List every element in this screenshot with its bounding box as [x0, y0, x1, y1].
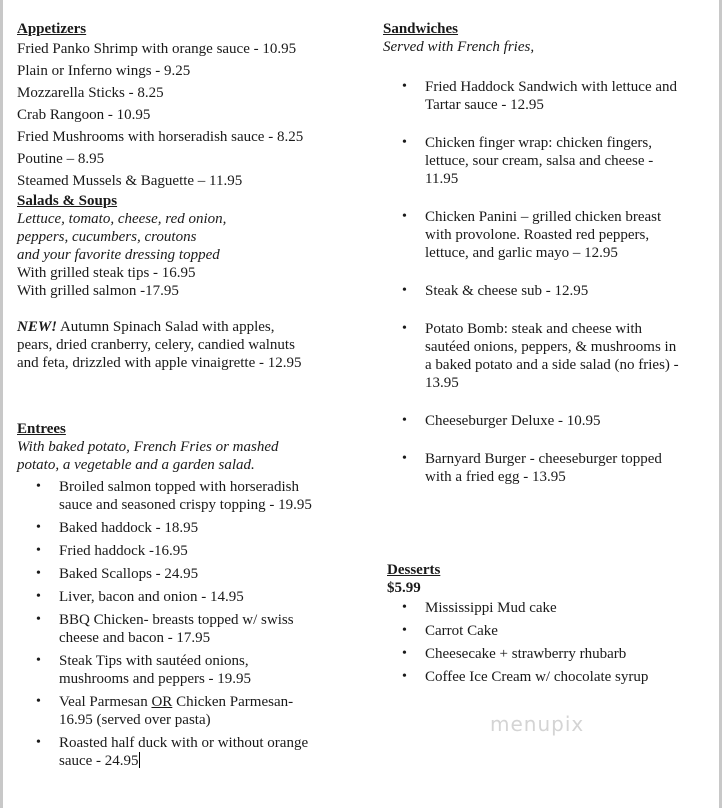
salads-description: Lettuce, tomato, cheese, red onion, [17, 211, 227, 227]
salads-description: and your favorite dressing topped [17, 247, 220, 263]
sandwich-item: • Cheeseburger Deluxe - 10.95 [402, 413, 601, 429]
entree-item: • Roasted half duck with or without orange sauce - 24.95 [36, 735, 309, 769]
entree-item: • BBQ Chicken- breasts topped w/ swiss cheese and bacon - 17.95 [36, 612, 294, 646]
dessert-item: • Carrot Cake [402, 623, 498, 639]
entree-item: • Steak Tips with sautéed onions, mushrooms and peppers - 19.95 [36, 653, 252, 687]
sandwich-item: • Chicken finger wrap: chicken fingers, lettuce, sour cream, salsa and cheese - 11.95 [402, 135, 654, 187]
appetizers-heading: Appetizers [17, 21, 87, 37]
menu-item: Steamed Mussels & Baguette – 11.95 [17, 173, 243, 189]
sandwiches-section [383, 20, 713, 486]
entrees-list [36, 478, 312, 770]
sandwich-item: • Barnyard Burger - cheeseburger topped with a fried egg - 13.95 [402, 451, 662, 485]
appetizers-section [17, 20, 303, 192]
bullet-icon: • [402, 669, 407, 684]
bullet-icon: • [36, 520, 41, 535]
dessert-item: • Mississippi Mud cake [402, 600, 557, 616]
desserts-price: $5.99 [387, 580, 421, 596]
page-left-edge [0, 0, 3, 808]
menu-item: Mozzarella Sticks - 8.25 [17, 85, 164, 101]
dessert-item: • Cheesecake + strawberry rhubarb [402, 646, 627, 662]
menu-item: Fried Mushrooms with horseradish sauce - 8.25 [17, 129, 304, 145]
bullet-icon: • [36, 543, 41, 558]
entree-item: • Baked haddock - 18.95 [36, 520, 199, 536]
bullet-icon: • [36, 566, 41, 581]
watermark: menupix [490, 712, 585, 736]
desserts-list [402, 599, 717, 686]
sandwich-item: • Potato Bomb: steak and cheese with sautéed onions, peppers, & mushrooms in a baked potato and a side salad (no fries) - 13.95 [402, 321, 679, 391]
sandwiches-description: Served with French fries, [383, 39, 535, 55]
new-badge: NEW! [17, 319, 58, 335]
entrees-section [17, 420, 312, 770]
menu-item: Plain or Inferno wings - 9.25 [17, 63, 191, 79]
salads-section [17, 192, 301, 372]
new-salad-text: pears, dried cranberry, celery, candied walnuts [17, 337, 295, 353]
sandwich-item: • Fried Haddock Sandwich with lettuce and Tartar sauce - 12.95 [402, 79, 678, 113]
salads-description: peppers, cucumbers, croutons [17, 229, 197, 245]
bullet-icon: • [36, 653, 41, 668]
sandwiches-list [402, 78, 713, 486]
salad-option: With grilled steak tips - 16.95 [17, 265, 196, 281]
sandwich-item: • Steak & cheese sub - 12.95 [402, 283, 589, 299]
entree-item: • Baked Scallops - 24.95 [36, 566, 199, 582]
bullet-icon: • [402, 321, 407, 336]
bullet-icon: • [402, 79, 407, 94]
bullet-icon: • [36, 479, 41, 494]
entree-item: • Veal Parmesan OR Chicken Parmesan- 16.95 (served over pasta) [36, 694, 294, 728]
sandwiches-heading: Sandwiches [383, 21, 459, 37]
bullet-icon: • [402, 646, 407, 661]
bullet-icon: • [36, 612, 41, 627]
menu-item: Poutine – 8.95 [17, 151, 105, 167]
new-salad-text: Autumn Spinach Salad with apples, [57, 319, 275, 335]
menu-item: Crab Rangoon - 10.95 [17, 107, 151, 123]
salad-option: With grilled salmon -17.95 [17, 283, 179, 299]
bullet-icon: • [36, 735, 41, 750]
entrees-description: With baked potato, French Fries or mashed [17, 439, 279, 455]
new-salad-text: and feta, drizzled with apple vinaigrette - 12.95 [17, 355, 302, 371]
entree-item: • Broiled salmon topped with horseradish sauce and seasoned crispy topping - 19.95 [36, 479, 312, 513]
desserts-heading: Desserts [387, 562, 441, 578]
desserts-section [387, 561, 717, 686]
bullet-icon: • [402, 413, 407, 428]
dessert-item: • Coffee Ice Cream w/ chocolate syrup [402, 669, 649, 685]
entrees-description: potato, a vegetable and a garden salad. [17, 457, 255, 473]
bullet-icon: • [402, 209, 407, 224]
menu-item: Fried Panko Shrimp with orange sauce - 10.95 [17, 41, 297, 57]
bullet-icon: • [36, 589, 41, 604]
entrees-heading: Entrees [17, 421, 66, 437]
new-salad-item [17, 318, 301, 336]
bullet-icon: • [402, 283, 407, 298]
entree-item: • Fried haddock -16.95 [36, 543, 188, 559]
bullet-icon: • [402, 451, 407, 466]
sandwich-item: • Chicken Panini – grilled chicken breast with provolone. Roasted red peppers, lettuce, and garlic mayo – 12.95 [402, 209, 662, 261]
bullet-icon: • [402, 623, 407, 638]
entree-item: • Liver, bacon and onion - 14.95 [36, 589, 244, 605]
text-cursor [139, 752, 140, 768]
bullet-icon: • [402, 600, 407, 615]
salads-heading: Salads & Soups [17, 193, 118, 209]
page-right-edge [719, 0, 722, 808]
bullet-icon: • [36, 694, 41, 709]
bullet-icon: • [402, 135, 407, 150]
